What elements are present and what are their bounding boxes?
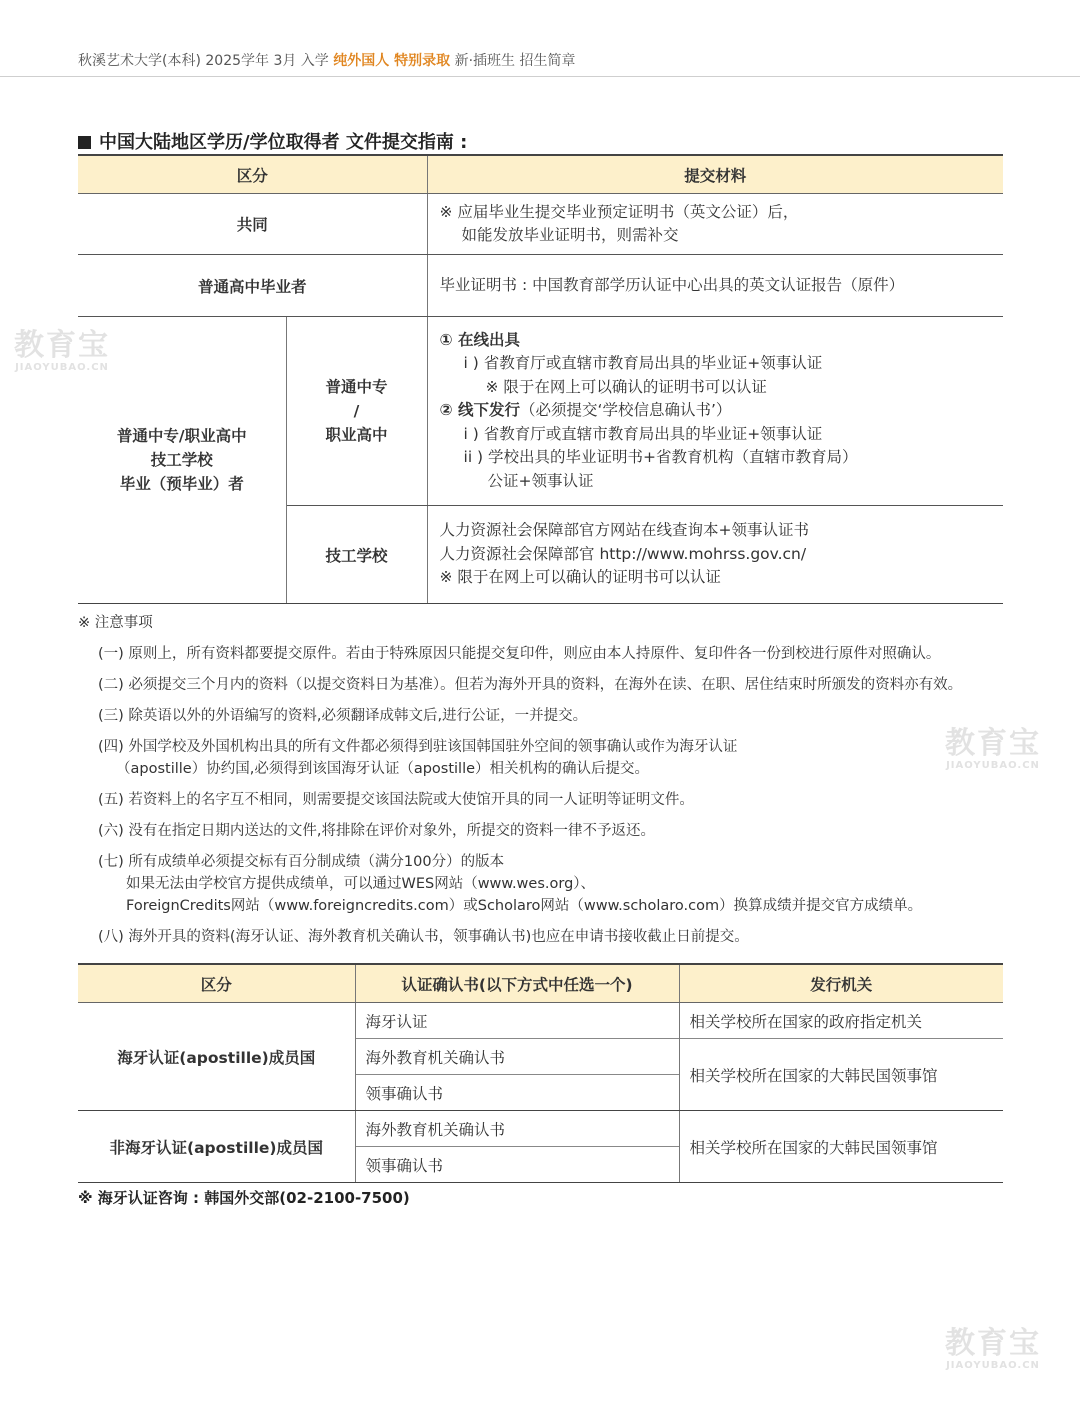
table-row — [78, 317, 1003, 506]
row-label-common: 共同 — [78, 194, 427, 255]
document-submission-table — [78, 154, 1003, 604]
row-label-high-school: 普通高中毕业者 — [78, 255, 427, 317]
table-row — [78, 194, 1003, 255]
watermark-url: JIAOYUBAO.CN — [946, 760, 1040, 771]
watermark-text: 教育宝 — [945, 726, 1041, 761]
apostille-table — [78, 963, 1003, 1183]
section-title — [78, 128, 467, 154]
note-7-line-3: ForeignCredits网站（www.foreigncredits.com）或Scholaro网站（www.scholaro.com）换算成绩并提交官方成绩单。 — [126, 898, 923, 914]
group-label-line-2: 技工学校 — [150, 451, 213, 469]
watermark — [945, 728, 1041, 771]
note-7-line-1: (七) 所有成绩单必须提交标有百分制成绩（满分100分）的版本 — [98, 854, 505, 870]
voc-online-note: ※ 限于在网上可以确认的证明书可以认证 — [485, 377, 767, 396]
group-label-non-apostille: 非海牙认证(apostille)成员国 — [78, 1111, 355, 1183]
header-category: 区分 — [78, 155, 427, 194]
voc-offline-item-ii: ii ) 学校出具的毕业证明书+省教育机构（直辖市教育局） — [463, 448, 858, 467]
row-label-vocational — [286, 317, 427, 506]
tech-line-1: 人力资源社会保障部官方网站在线查询本+领事认证书 — [439, 521, 810, 540]
note-item-7 — [98, 851, 1073, 917]
note-7-line-2: 如果无法由学校官方提供成绩单，可以通过WES网站（www.wes.org）、 — [126, 876, 596, 892]
header-materials: 提交材料 — [427, 155, 1003, 194]
header-accent: 纯外国人 特别录取 — [333, 53, 451, 69]
note-item-8: (八) 海外开具的资料(海牙认证、海外教育机关确认书，领事确认书)也应在申请书接收截止日前提交。 — [98, 929, 749, 945]
issuer-cell: 相关学校所在国家的政府指定机关 — [689, 1012, 923, 1031]
row-label-technical: 技工学校 — [286, 506, 427, 604]
note-item-6: (六) 没有在指定日期内送达的文件,将排除在评价对象外，所提交的资料一律不予返还。 — [98, 823, 656, 839]
cert-cell: 领事确认书 — [355, 1075, 679, 1111]
table-row — [78, 255, 1003, 317]
table-header-row — [78, 964, 1003, 1003]
group-label-line-1: 普通中专/职业高中 — [116, 427, 247, 445]
voc-online-item-i: i ) 省教育厅或直辖市教育局出具的毕业证+领事认证 — [463, 354, 823, 373]
cert-cell: 海外教育机关确认书 — [355, 1039, 679, 1075]
row-content-vocational — [427, 317, 1003, 506]
note-item-4 — [98, 736, 1073, 780]
watermark — [945, 1328, 1041, 1371]
watermark-text: 教育宝 — [945, 1326, 1041, 1361]
header-certificate: 认证确认书(以下方式中任选一个) — [355, 964, 679, 1003]
row-content-technical — [427, 506, 1003, 604]
header-text-2: 新·插班生 招生简章 — [450, 53, 576, 69]
header-divider — [0, 76, 1080, 77]
watermark-text: 教育宝 — [14, 328, 110, 363]
voc-online-title: ① 在线出具 — [439, 330, 521, 349]
note-item-2: (二) 必须提交三个月内的资料（以提交资料日为基准）。但若为海外开具的资料，在海外在读、在职、居住结束时所颁发的资料亦有效。 — [98, 677, 963, 693]
tech-line-3: ※ 限于在网上可以确认的证明书可以认证 — [439, 568, 721, 587]
note-4-line-2: （apostille）协约国,必须得到该国海牙认证（apostille）相关机构的确认后提交。 — [116, 761, 650, 777]
common-line-1: ※ 应届毕业生提交毕业预定证明书（英文公证）后， — [439, 202, 799, 221]
cert-cell: 领事确认书 — [355, 1147, 679, 1183]
header-issuer: 发行机关 — [679, 964, 1003, 1003]
watermark-url: JIAOYUBAO.CN — [15, 362, 109, 373]
notes-section — [78, 612, 1073, 948]
issuer-cell: 相关学校所在国家的大韩民国领事馆 — [679, 1039, 1003, 1111]
cert-cell: 海牙认证 — [355, 1003, 679, 1039]
voc-label-line-2: / — [353, 402, 360, 420]
voc-offline-item-i: i ) 省教育厅或直辖市教育局出具的毕业证+领事认证 — [463, 424, 823, 443]
row-content-high-school — [427, 255, 1003, 317]
table-row — [78, 1003, 1003, 1039]
note-item-3: (三) 除英语以外的外语编写的资料,必须翻译成韩文后,进行公证，一并提交。 — [98, 708, 588, 724]
notes-heading: ※ 注意事项 — [78, 615, 153, 631]
note-item-5: (五) 若资料上的名字互不相同，则需要提交该国法院或大使馆开具的同一人证明等证明文件。 — [98, 792, 694, 808]
section-title-text: 中国大陆地区学历/学位取得者 文件提交指南 : — [99, 132, 468, 153]
watermark — [14, 330, 110, 373]
common-line-2: 如能发放毕业证明书，则需补交 — [461, 226, 679, 244]
voc-label-line-1: 普通中专 — [325, 378, 388, 396]
cert-cell: 海外教育机关确认书 — [355, 1111, 679, 1147]
note-item-1: (一) 原则上，所有资料都要提交原件。若由于特殊原因只能提交复印件，则应由本人持原件、复印件各一份到校进行原件对照确认。 — [98, 646, 941, 662]
voc-offline-title: ② 线下发行 — [439, 401, 521, 420]
voc-label-line-3: 职业高中 — [325, 426, 388, 444]
watermark-url: JIAOYUBAO.CN — [946, 1360, 1040, 1371]
tech-line-2: 人力资源社会保障部官 http://www.mohrss.gov.cn/ — [439, 544, 807, 563]
table-row — [78, 1111, 1003, 1147]
page-header — [78, 50, 576, 70]
group-label-apostille: 海牙认证(apostille)成员国 — [78, 1003, 355, 1111]
issuer-cell: 相关学校所在国家的大韩民国领事馆 — [679, 1111, 1003, 1183]
row-content-common — [427, 194, 1003, 255]
voc-offline-item-ii-cont: 公证+领事认证 — [487, 471, 594, 490]
square-bullet-icon — [78, 136, 91, 149]
group-label-line-3: 毕业（预毕业）者 — [119, 475, 244, 493]
table-header-row — [78, 155, 1003, 194]
header-text-1: 秋溪艺术大学(本科) 2025学年 3月 入学 — [78, 53, 334, 69]
high-school-content: 毕业证明书 : 中国教育部学历认证中心出具的英文认证报告（原件） — [439, 275, 905, 294]
voc-offline-title-note: （必须提交‘学校信息确认书’） — [520, 401, 732, 420]
note-4-line-1: (四) 外国学校及外国机构出具的所有文件都必须得到驻该国韩国驻外空间的领事确认或作为海牙认证 — [98, 739, 738, 755]
footer-note: ※ 海牙认证咨询 : 韩国外交部(02-2100-7500) — [78, 1189, 410, 1207]
header-category: 区分 — [78, 964, 355, 1003]
